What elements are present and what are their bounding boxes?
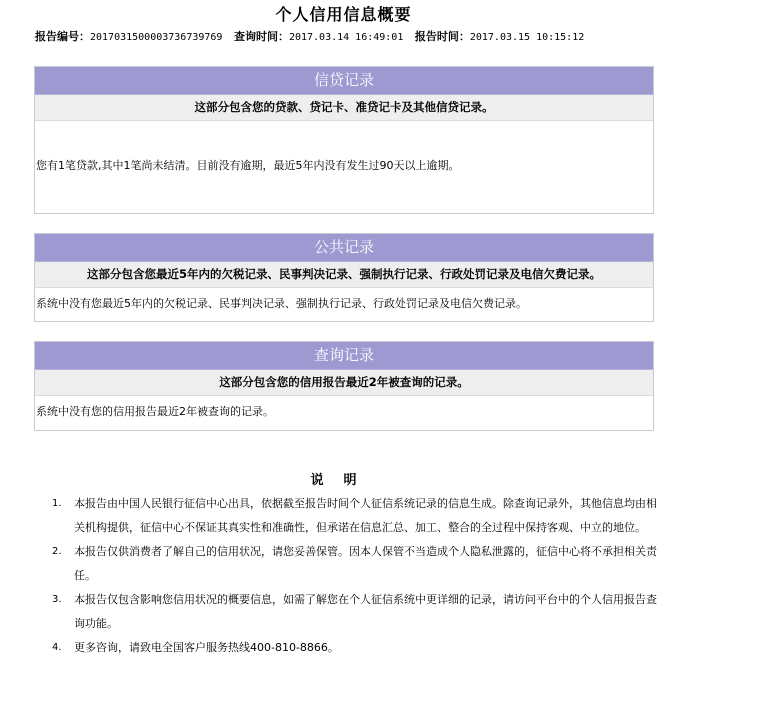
- section-subtitle: 这部分包含您最近5年内的欠税记录、民事判决记录、强制执行记录、行政处罚记录及电信欠费记录。: [35, 262, 653, 288]
- list-item-number: 4.: [52, 642, 62, 653]
- list-item: [50, 636, 660, 660]
- list-item-text: 更多咨询，请致电全国客户服务热线400-810-8866。: [74, 641, 339, 654]
- list-item-text: 本报告仅包含影响您信用状况的概要信息，如需了解您在个人征信系统中更详细的记录，请访问平台中的个人信用报告查询功能。: [74, 593, 657, 630]
- list-item-number: 3.: [52, 594, 62, 605]
- list-item: [50, 540, 660, 588]
- report-time-value: 2017.03.15 10:15:12: [469, 32, 585, 43]
- list-item-text: 本报告由中国人民银行征信中心出具，依据截至报告时间个人征信系统记录的信息生成。除查询记录外，其他信息均由相关机构提供，征信中心不保证其真实性和准确性，但承诺在信息汇总、加工、整合的全过程中保持客观、中立的地位。: [74, 497, 657, 534]
- query-time-label: 查询时间：: [233, 30, 289, 43]
- section-title: 查询记录: [35, 342, 653, 370]
- notes-title: [0, 469, 687, 488]
- list-item-number: 2.: [52, 546, 62, 557]
- list-item: [50, 492, 660, 540]
- section-body: 系统中没有您的信用报告最近2年被查询的记录。: [36, 405, 274, 418]
- section-body: 您有1笔贷款,其中1笔尚未结清。目前没有逾期，最近5年内没有发生过90天以上逾期。: [36, 159, 460, 172]
- report-meta: [35, 28, 592, 44]
- notes-title-text: 说明: [310, 473, 377, 488]
- notes-list: [50, 492, 660, 660]
- section-body: 系统中没有您最近5年内的欠税记录、民事判决记录、强制执行记录、行政处罚记录及电信欠费记录。: [36, 297, 527, 310]
- section-title: 信贷记录: [35, 67, 653, 95]
- credit-record-section: [34, 66, 654, 214]
- report-time-label: 报告时间：: [414, 30, 470, 43]
- page-title: 个人信用信息概要: [275, 5, 412, 24]
- query-time-value: 2017.03.14 16:49:01: [288, 32, 404, 43]
- query-record-section: [34, 341, 654, 431]
- report-no-value: 2017031500003736739769: [90, 32, 223, 43]
- section-title: 公共记录: [35, 234, 653, 262]
- section-subtitle: 这部分包含您的信用报告最近2年被查询的记录。: [35, 370, 653, 396]
- list-item-number: 1.: [52, 498, 62, 509]
- public-record-section: [34, 233, 654, 322]
- list-item-text: 本报告仅供消费者了解自己的信用状况，请您妥善保管。因本人保管不当造成个人隐私泄露的，征信中心将不承担相关责任。: [74, 545, 657, 582]
- list-item: [50, 588, 660, 636]
- report-no-label: 报告编号：: [35, 30, 90, 43]
- section-subtitle: 这部分包含您的贷款、贷记卡、准贷记卡及其他信贷记录。: [35, 95, 653, 121]
